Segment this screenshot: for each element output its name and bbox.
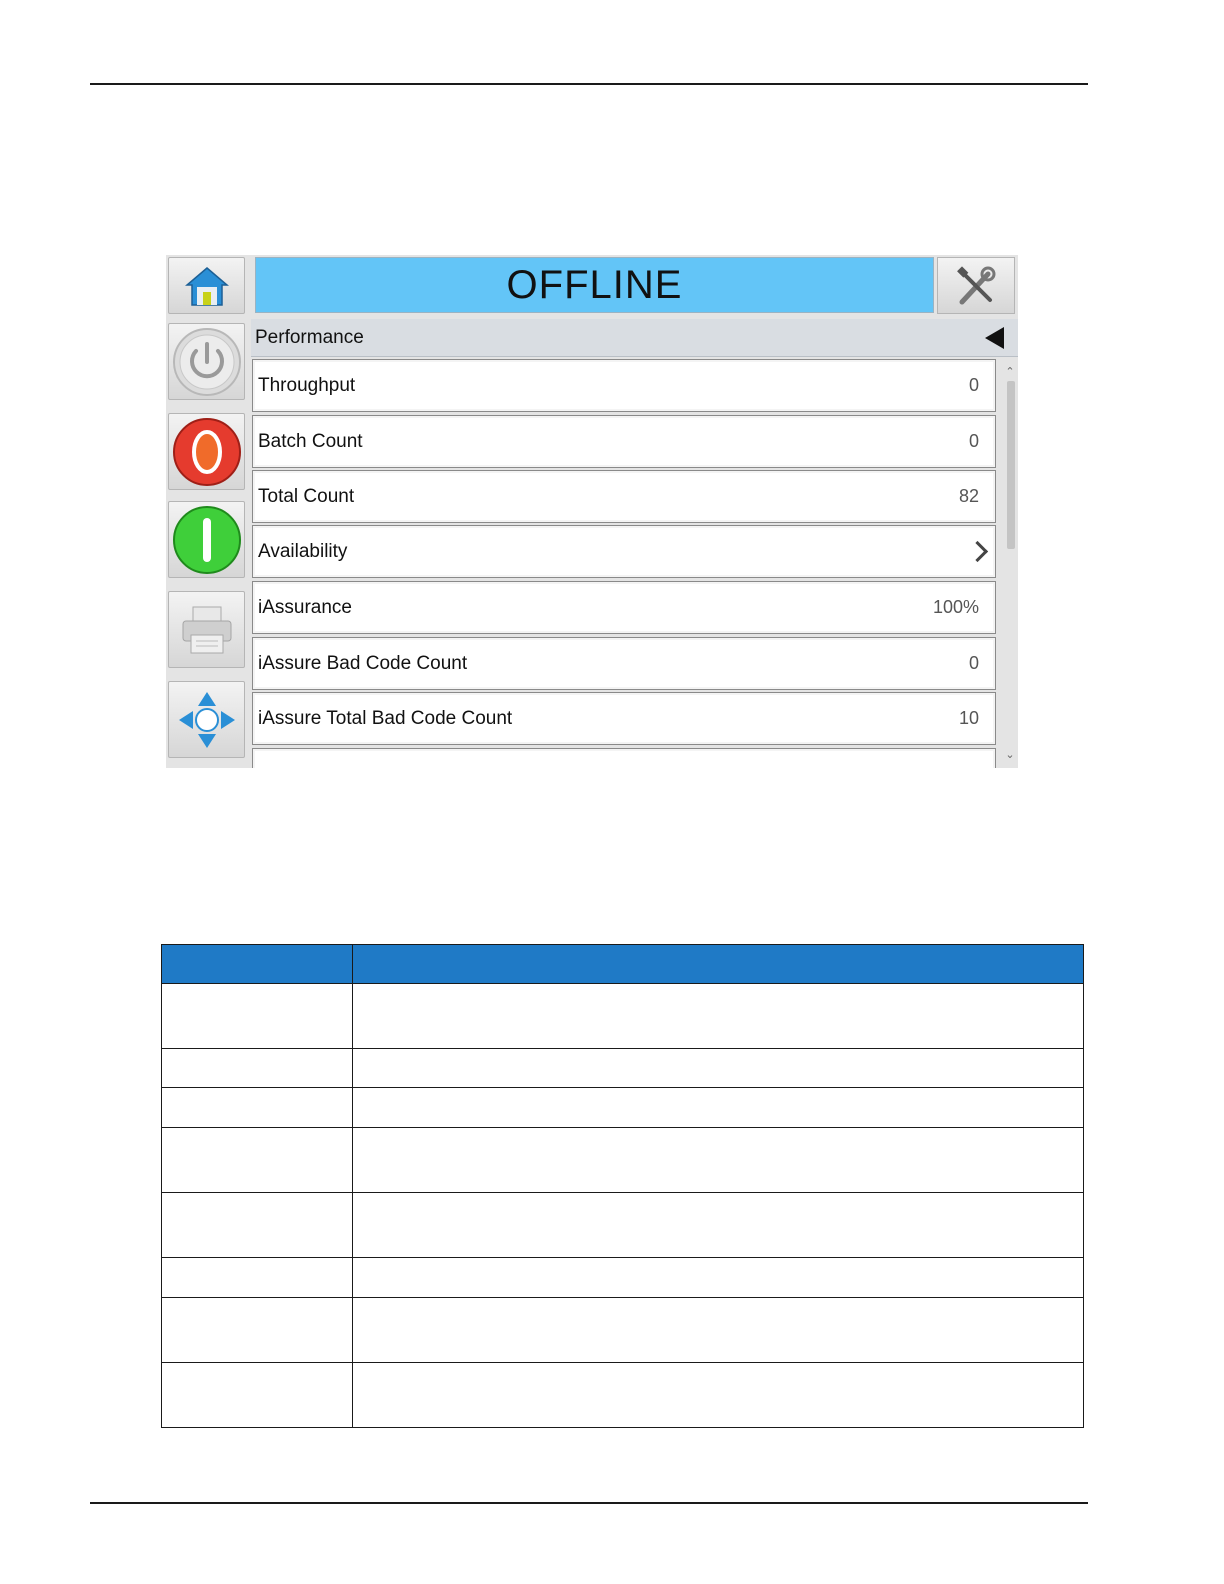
list-item-iassure-total-bad-code-count[interactable] <box>252 692 996 745</box>
tools-icon <box>954 264 998 308</box>
list-scrollbar[interactable] <box>1002 359 1018 768</box>
row-label: Availability <box>258 540 348 562</box>
table-cell <box>162 1298 353 1363</box>
list-item-total-count[interactable] <box>252 470 996 523</box>
power-button[interactable] <box>168 323 245 400</box>
table-cell <box>353 1363 1084 1428</box>
print-button[interactable] <box>168 591 245 668</box>
list-item-throughput[interactable] <box>252 359 996 412</box>
table-row <box>162 1298 1084 1363</box>
status-bar <box>255 257 934 313</box>
table-cell <box>162 1128 353 1193</box>
stop-icon <box>172 417 242 487</box>
list-item-iassurance[interactable] <box>252 581 996 634</box>
table-cell <box>353 1193 1084 1258</box>
footer-rule <box>90 1502 1088 1504</box>
start-button[interactable] <box>168 501 245 578</box>
table-row <box>162 984 1084 1049</box>
printer-icon <box>179 603 235 657</box>
table-cell <box>353 1088 1084 1128</box>
table-header-row <box>162 945 1084 984</box>
home-icon <box>185 265 229 307</box>
table-cell <box>353 1049 1084 1088</box>
performance-list <box>252 359 998 768</box>
table-cell <box>162 984 353 1049</box>
header-rule <box>90 83 1088 85</box>
table-cell <box>353 1298 1084 1363</box>
tools-button[interactable] <box>937 257 1015 314</box>
table-cell <box>162 1363 353 1428</box>
navigation-button[interactable] <box>168 681 245 758</box>
row-label: iAssure Bad Code Count <box>258 652 468 674</box>
section-header <box>251 319 1018 357</box>
navigation-arrows-icon <box>177 690 237 750</box>
table-cell <box>353 1128 1084 1193</box>
scroll-track[interactable] <box>1007 381 1015 745</box>
table-row <box>162 1363 1084 1428</box>
chevron-right-icon <box>967 541 988 562</box>
row-value: 0 <box>968 375 979 395</box>
scroll-down-icon[interactable]: ⌄ <box>1005 749 1015 761</box>
table-row <box>162 1258 1084 1298</box>
scroll-up-icon[interactable]: ⌃ <box>1005 366 1015 378</box>
row-value: 10 <box>958 708 979 728</box>
table-cell <box>162 1088 353 1128</box>
row-label: Throughput <box>258 374 356 396</box>
stop-button[interactable] <box>168 413 245 490</box>
row-label: iAssure Total Bad Code Count <box>258 707 513 729</box>
status-text: OFFLINE <box>506 262 683 307</box>
table-cell <box>162 1049 353 1088</box>
back-arrow-icon[interactable] <box>985 327 1004 349</box>
row-value: 0 <box>968 431 979 451</box>
table-cell <box>162 1193 353 1258</box>
row-value: 0 <box>968 653 979 673</box>
list-item-partial[interactable] <box>252 748 996 768</box>
table-cell <box>162 1258 353 1298</box>
row-label: iAssurance <box>258 596 352 618</box>
list-item-availability[interactable] <box>252 525 996 578</box>
list-item-iassure-bad-code-count[interactable] <box>252 637 996 690</box>
table-cell <box>353 1258 1084 1298</box>
row-value: 82 <box>958 486 979 506</box>
table-row <box>162 1049 1084 1088</box>
table-cell <box>353 984 1084 1049</box>
table-header-cell <box>353 945 1084 984</box>
table-row <box>162 1128 1084 1193</box>
description-table <box>161 944 1084 1428</box>
printer-ui-screenshot <box>166 255 1018 768</box>
start-icon <box>172 505 242 575</box>
home-button[interactable] <box>168 257 245 314</box>
scroll-thumb[interactable] <box>1007 381 1015 549</box>
row-label: Total Count <box>258 485 355 507</box>
row-value: 100% <box>932 597 979 617</box>
list-item-batch-count[interactable] <box>252 415 996 468</box>
power-icon <box>172 327 242 397</box>
table-header-cell <box>162 945 353 984</box>
table-row <box>162 1193 1084 1258</box>
row-label: Batch Count <box>258 430 363 452</box>
section-title: Performance <box>255 326 364 348</box>
table-row <box>162 1088 1084 1128</box>
